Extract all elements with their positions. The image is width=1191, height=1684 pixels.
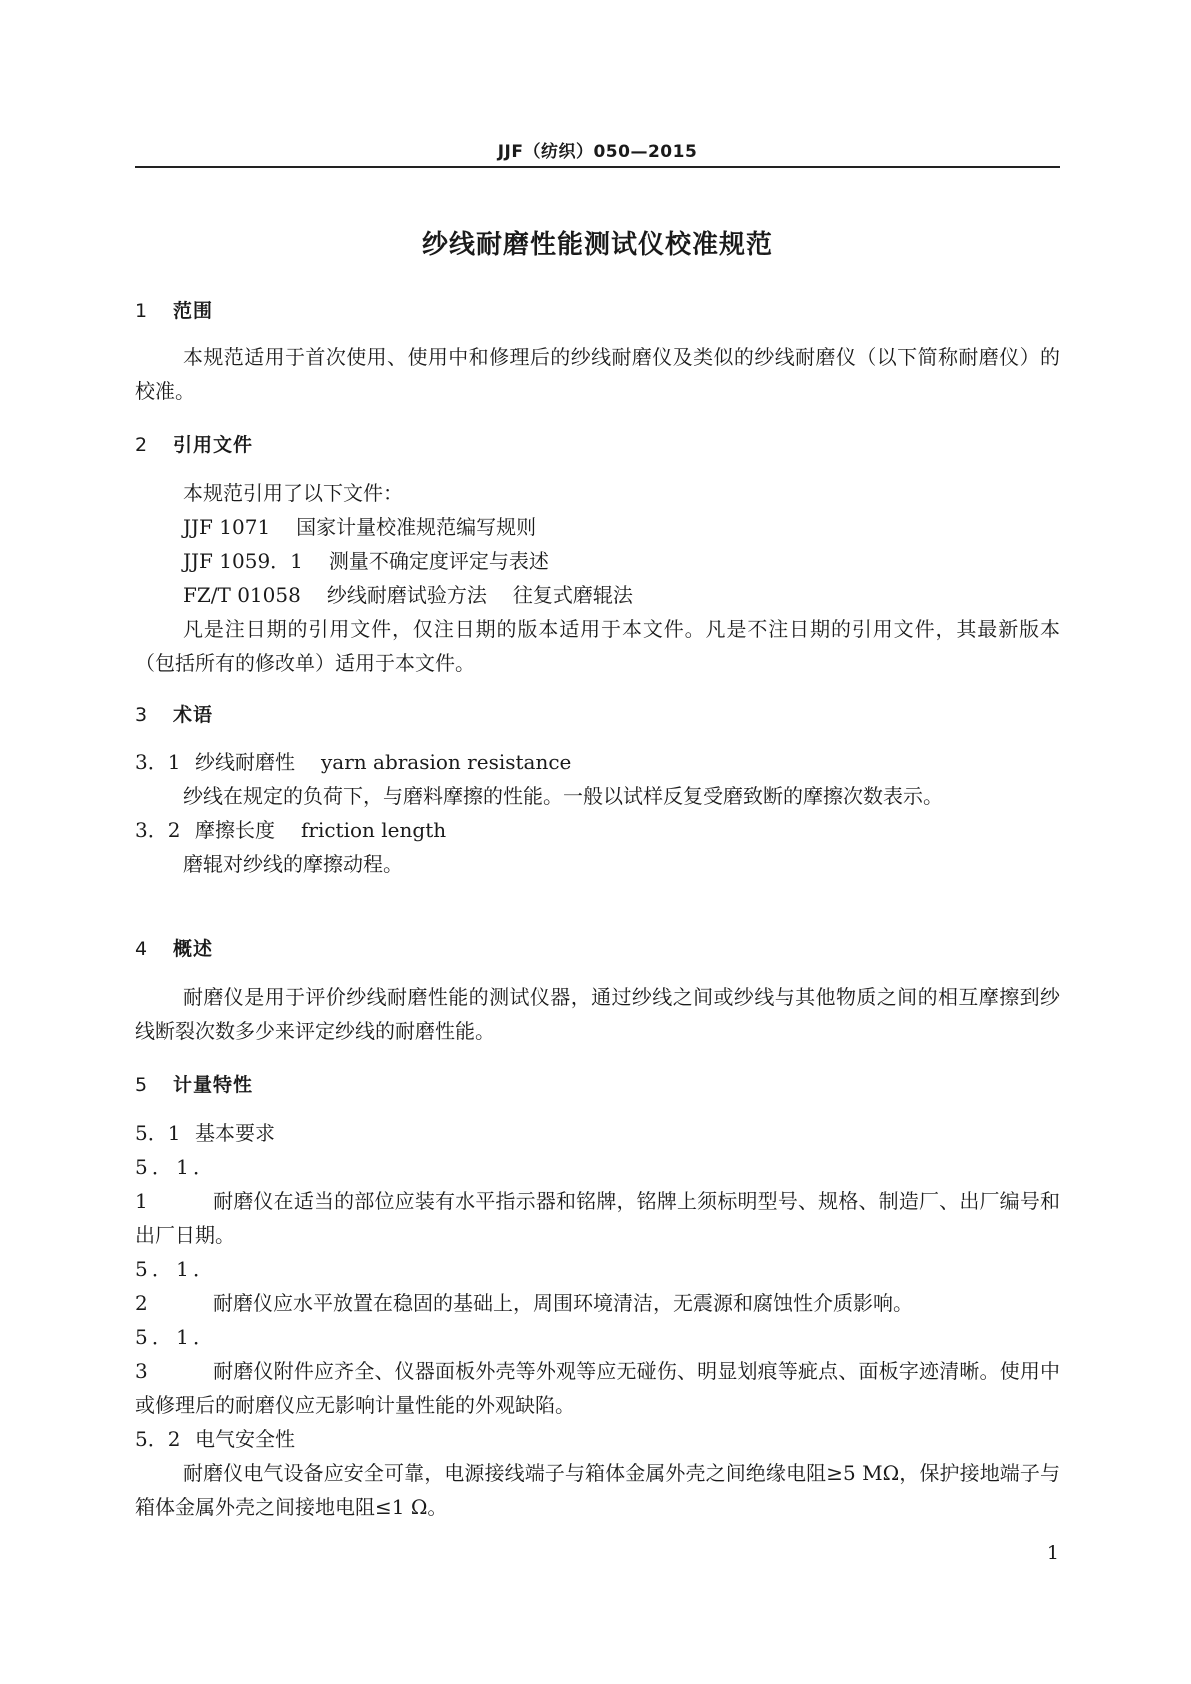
clause xyxy=(135,1252,1060,1320)
subsection-title: 基本要求 xyxy=(195,1121,275,1145)
clause xyxy=(135,1150,1060,1252)
section-title: 术语 xyxy=(173,704,214,726)
section-title: 计量特性 xyxy=(173,1074,254,1096)
clause-text: 耐磨仪附件应齐全、仪器面板外壳等外观等应无碰伤、明显划痕等疵点、面板字迹清晰。使用中或修理后的耐磨仪应无影响计量性能的外观缺陷。 xyxy=(135,1359,1060,1417)
paragraph: 本规范引用了以下文件： xyxy=(183,481,403,505)
section-number: 4 xyxy=(135,938,149,960)
paragraph: 凡是注日期的引用文件，仅注日期的版本适用于本文件。凡是不注日期的引用文件，其最新版本（包括所有的修改单）适用于本文件。 xyxy=(135,617,1060,675)
paragraph: 耐磨仪电气设备应安全可靠，电源接线端子与箱体金属外壳之间绝缘电阻≥5 MΩ，保护接地端子与箱体金属外壳之间接地电阻≤1 Ω。 xyxy=(135,1461,1060,1519)
term-number: 3．2 xyxy=(135,818,181,842)
term-entry xyxy=(135,745,1060,779)
section-number: 5 xyxy=(135,1074,149,1096)
reference-title: 国家计量校准规范编写规则 xyxy=(296,515,537,539)
running-header: JJF（纺织）050—2015 xyxy=(497,142,698,162)
section-heading-5 xyxy=(135,1070,253,1097)
clause-number: 5．1．1 xyxy=(135,1155,213,1213)
section-5-body xyxy=(135,1116,1060,1524)
header-rule xyxy=(135,166,1060,168)
section-1-body xyxy=(135,340,1060,408)
page-number: 1 xyxy=(1046,1542,1059,1564)
term-chinese: 摩擦长度 xyxy=(195,818,275,842)
clause-text: 耐磨仪应水平放置在稳固的基础上，周围环境清洁，无震源和腐蚀性介质影响。 xyxy=(213,1291,913,1315)
reference-item xyxy=(135,544,1060,578)
section-heading-1 xyxy=(135,296,213,323)
document-title: 纱线耐磨性能测试仪校准规范 xyxy=(421,230,773,260)
reference-code: JJF 1071 xyxy=(183,515,271,539)
section-title: 引用文件 xyxy=(173,434,254,456)
section-2-body xyxy=(135,476,1060,680)
subsection-heading xyxy=(135,1116,1060,1150)
section-number: 3 xyxy=(135,704,149,726)
reference-title: 纱线耐磨试验方法 xyxy=(326,583,487,607)
subsection-heading xyxy=(135,1422,1060,1456)
term-entry xyxy=(135,813,1060,847)
term-definition: 磨辊对纱线的摩擦动程。 xyxy=(183,852,403,876)
clause xyxy=(135,1320,1060,1422)
section-4-body xyxy=(135,980,1060,1048)
term-number: 3．1 xyxy=(135,750,181,774)
section-3-body xyxy=(135,745,1060,881)
term-chinese: 纱线耐磨性 xyxy=(195,750,295,774)
section-number: 1 xyxy=(135,300,149,322)
section-heading-4 xyxy=(135,934,213,961)
subsection-number: 5．1 xyxy=(135,1121,181,1145)
section-title: 概述 xyxy=(173,938,214,960)
section-title: 范围 xyxy=(173,300,214,322)
reference-title: 测量不确定度评定与表述 xyxy=(328,549,549,573)
reference-item xyxy=(135,578,1060,612)
reference-code: FZ/T 01058 xyxy=(183,583,301,607)
section-heading-3 xyxy=(135,700,213,727)
subsection-title: 电气安全性 xyxy=(195,1427,295,1451)
reference-title-part-2: 往复式磨辊法 xyxy=(512,583,633,607)
reference-item xyxy=(135,510,1060,544)
clause-text: 耐磨仪在适当的部位应装有水平指示器和铭牌，铭牌上须标明型号、规格、制造厂、出厂编号和出厂日期。 xyxy=(135,1189,1060,1247)
term-english: friction length xyxy=(301,818,447,842)
subsection-number: 5．2 xyxy=(135,1427,181,1451)
reference-code: JJF 1059．1 xyxy=(183,549,303,573)
term-english: yarn abrasion resistance xyxy=(321,750,572,774)
section-heading-2 xyxy=(135,430,253,457)
paragraph: 本规范适用于首次使用、使用中和修理后的纱线耐磨仪及类似的纱线耐磨仪（以下简称耐磨仪）的校准。 xyxy=(135,345,1060,403)
term-definition: 纱线在规定的负荷下，与磨料摩擦的性能。一般以试样反复受磨致断的摩擦次数表示。 xyxy=(183,784,943,808)
clause-number: 5．1．2 xyxy=(135,1257,213,1315)
clause-number: 5．1．3 xyxy=(135,1325,213,1383)
paragraph: 耐磨仪是用于评价纱线耐磨性能的测试仪器，通过纱线之间或纱线与其他物质之间的相互摩擦到纱线断裂次数多少来评定纱线的耐磨性能。 xyxy=(135,985,1060,1043)
section-number: 2 xyxy=(135,434,149,456)
